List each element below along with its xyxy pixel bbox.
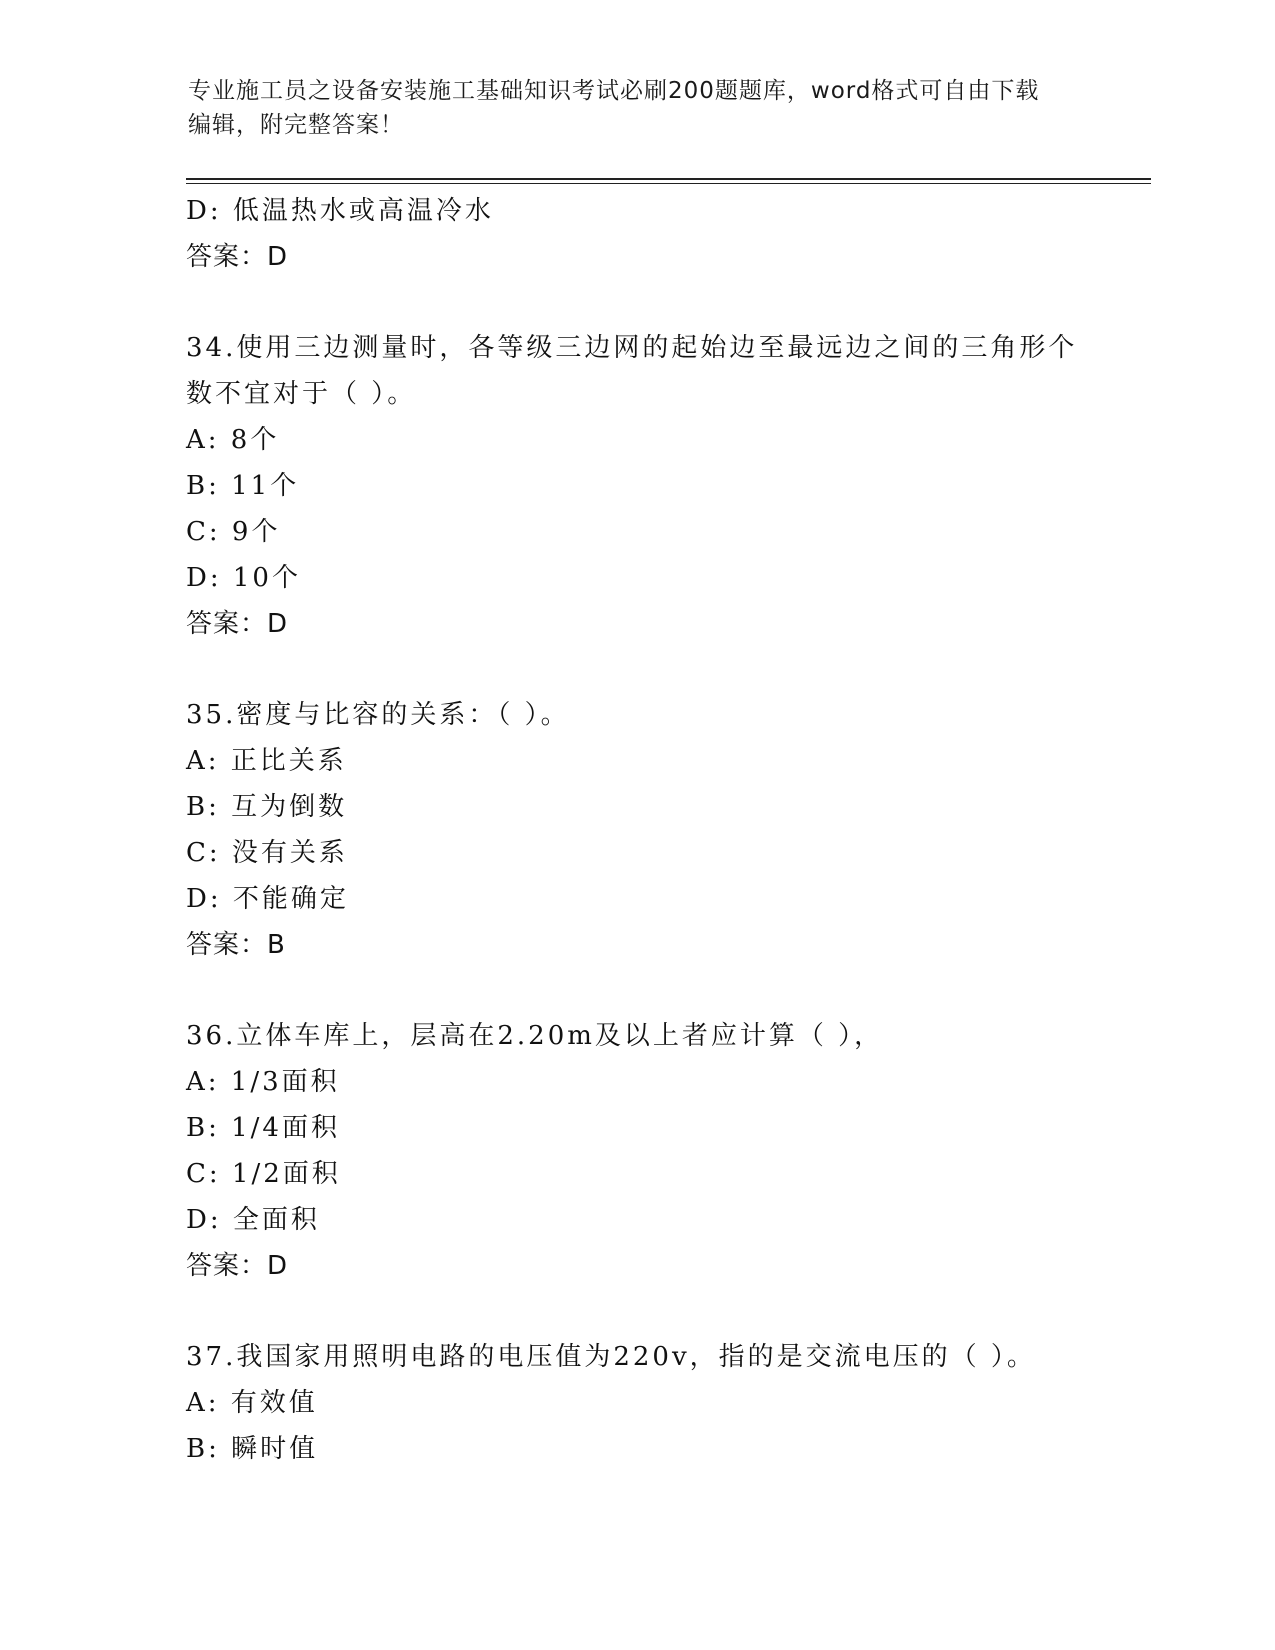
question-stem: 34.使用三边测量时，各等级三边网的起始边至最远边之间的三角形个 xyxy=(186,333,1078,363)
question-stem: 35.密度与比容的关系：（ ）。 xyxy=(186,700,570,730)
question-37 xyxy=(186,1334,1166,1472)
header-title-line-1: 专业施工员之设备安装施工基础知识考试必刷200题题库，word格式可自由下载 xyxy=(188,78,1040,104)
answer-line: 答案：D xyxy=(186,609,289,639)
option-c: C: 1/2面积 xyxy=(186,1159,341,1189)
option-a: A: 1/3面积 xyxy=(186,1067,340,1097)
spacer xyxy=(186,280,1166,325)
option-a: A: 正比关系 xyxy=(186,746,347,776)
question-34 xyxy=(186,325,1166,647)
option-c: C: 没有关系 xyxy=(186,838,348,868)
header-divider xyxy=(186,178,1151,184)
option-d: D: 不能确定 xyxy=(186,884,349,914)
question-stem: 37.我国家用照明电路的电压值为220v，指的是交流电压的（ ）。 xyxy=(186,1342,1036,1372)
option-b: B: 瞬时值 xyxy=(186,1434,319,1464)
spacer xyxy=(186,968,1166,1013)
option-c: C: 9个 xyxy=(186,517,281,547)
option-d: D: 10个 xyxy=(186,563,301,593)
option-d: D: 低温热水或高温冷水 xyxy=(186,196,494,226)
spacer xyxy=(186,1289,1166,1334)
option-b: B: 11个 xyxy=(186,471,300,501)
option-b: B: 1/4面积 xyxy=(186,1113,340,1143)
header-title-line-2: 编辑，附完整答案！ xyxy=(188,112,404,138)
answer-line: 答案：D xyxy=(186,1251,289,1281)
document-header xyxy=(188,74,1088,142)
question-stem: 36.立体车库上，层高在2.20m及以上者应计算（ ）， xyxy=(186,1021,884,1051)
spacer xyxy=(186,647,1166,692)
question-36 xyxy=(186,1013,1166,1289)
answer-line: 答案：D xyxy=(186,242,289,272)
option-b: B: 互为倒数 xyxy=(186,792,348,822)
option-d: D: 全面积 xyxy=(186,1205,320,1235)
option-a: A: 8个 xyxy=(186,425,280,455)
question-content xyxy=(186,188,1166,1472)
answer-line: 答案：B xyxy=(186,930,286,960)
question-35 xyxy=(186,692,1166,968)
option-a: A: 有效值 xyxy=(186,1388,318,1418)
question-33-tail xyxy=(186,188,1166,280)
question-stem-continued: 数不宜对于（ ）。 xyxy=(186,379,417,409)
